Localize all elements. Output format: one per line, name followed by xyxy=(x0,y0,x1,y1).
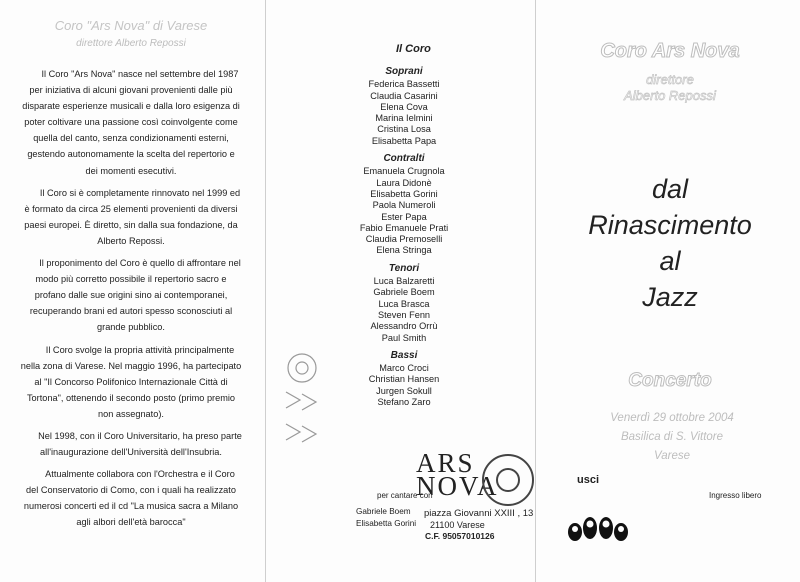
history-paragraph: Nel 1998, con il Coro Universitario, ha preso parte all'inaugurazione dell'Università dell'Insubria. xyxy=(38,430,242,458)
director-line: direttore Alberto Repossi xyxy=(76,38,186,49)
stamp-tax-code: C.F. 95057010126 xyxy=(425,531,495,541)
member-name: Stefano Zaro xyxy=(377,397,431,408)
history-paragraph: Il proponimento del Coro è quello di affrontare nel modo più corretto possibile il repertorio sacro e profano dalle sue origini sino ai contemporanei, recuperando brani ed autori spesso sconosciuti al grande pubblico. xyxy=(29,258,241,333)
member-name: Gabriele Boem xyxy=(373,287,435,298)
history-paragraph: Il Coro svolge la propria attività principalmente nella zona di Varese. Nel maggio 1996, ha partecipato al "Il Concorso Polifonico Internazionale Città di Tortona", ottenendo il secondo posto (primo premio non assegnato). xyxy=(20,344,242,419)
contact-label: per cantare con xyxy=(377,491,433,500)
member-name: Paul Smith xyxy=(381,332,427,343)
member-name: Elisabetta Papa xyxy=(371,135,437,146)
seal-icon xyxy=(482,454,534,506)
usci-logo: usci xyxy=(577,474,600,486)
logo-line: ARS xyxy=(416,448,475,478)
history-paragraph: Il Coro si è completamente rinnovato nel 1999 ed è formato da circa 25 elementi provenienti da diversi paesi europei. È diretto, sin dalla sua fondazione, da Alberto Repossi. xyxy=(24,187,241,246)
member-name: Emanuela Crugnola xyxy=(363,166,445,177)
member-name: Fabio Emanuele Prati xyxy=(359,222,449,233)
title-line: Jazz xyxy=(642,282,698,312)
title-line: dal xyxy=(651,174,689,204)
voice-group xyxy=(334,153,474,257)
stamp-city: 21100 Varese xyxy=(430,520,485,530)
choir-name-heading: Coro "Ars Nova" di Varese xyxy=(54,18,208,33)
member-name: Alessandro Orrù xyxy=(370,321,438,332)
contact-name: Elisabetta Gorini xyxy=(356,519,417,528)
member-name: Elena Cova xyxy=(380,101,428,112)
member-name: Paola Numeroli xyxy=(372,200,436,211)
member-name: Federica Bassetti xyxy=(368,79,440,90)
history-paragraph: Attualmente collabora con l'Orchestra e il Coro del Conservatorio di Como, con i quali ha realizzato numerosi concerti ed il cd "La musica sacra a Milano agli albori dell'età barocca" xyxy=(23,469,239,528)
voice-heading: Bassi xyxy=(390,349,418,361)
voice-heading: Soprani xyxy=(385,66,423,77)
title-line: al xyxy=(659,246,681,276)
member-name: Luca Balzaretti xyxy=(373,276,435,287)
director-label: direttore xyxy=(646,72,694,87)
logo-line: NOVA xyxy=(416,471,499,501)
member-name: Luca Brasca xyxy=(378,298,430,309)
contact-name: Gabriele Boem xyxy=(356,507,411,516)
voice-group xyxy=(334,263,474,344)
member-name: Marina Ielmini xyxy=(375,113,433,124)
members-title: Il Coro xyxy=(396,43,431,55)
member-name: Steven Fenn xyxy=(377,309,431,320)
member-name: Elisabetta Gorini xyxy=(370,188,438,199)
voice-groups xyxy=(334,66,474,414)
voice-heading: Contralti xyxy=(383,153,425,165)
member-name: Marco Croci xyxy=(379,363,429,374)
ars-nova-stamp xyxy=(396,448,542,541)
voice-group xyxy=(334,66,474,147)
stamp-address: piazza Giovanni XXIII , 13 xyxy=(424,508,534,519)
title-line: Rinascimento xyxy=(588,210,752,240)
history-text xyxy=(20,66,242,537)
history-paragraph: Il Coro "Ars Nova" nasce nel settembre del 1987 per iniziativa di alcuni giovani provenienti dalle più disparate esperienze musicali e dalla loro esigenza di poter coltivare una passione così coinvolgente come quella del canto, senza condizionamenti esterni, gestendo autonomamente la scelta del repertorio e dei momenti esecutivi. xyxy=(22,69,240,176)
member-name: Laura Didonè xyxy=(376,177,432,188)
singers-logo-icon xyxy=(566,512,630,542)
member-name: Jurgen Sokull xyxy=(376,385,432,396)
entry-note: Ingresso libero xyxy=(709,491,762,500)
fold-line xyxy=(265,0,266,582)
event-details xyxy=(552,409,792,466)
faded-stamp-graphic xyxy=(272,348,330,468)
cover-director xyxy=(540,72,800,104)
member-name: Christian Hansen xyxy=(368,374,440,385)
voice-heading: Tenori xyxy=(388,262,420,274)
director-name: Alberto Repossi xyxy=(624,88,716,103)
member-name: Claudia Casarini xyxy=(370,90,438,101)
event-venue: Basilica di S. Vittore xyxy=(620,431,724,443)
voice-group xyxy=(334,350,474,408)
event-date: Venerdì 29 ottobre 2004 xyxy=(610,412,734,424)
member-name: Ester Papa xyxy=(381,211,427,222)
cover-choir-name: Coro Ars Nova xyxy=(600,40,740,62)
member-name: Cristina Losa xyxy=(377,124,431,135)
member-name: Elena Stringa xyxy=(376,245,432,256)
event-city: Varese xyxy=(653,450,690,462)
member-name: Claudia Premoselli xyxy=(365,234,443,245)
concert-title xyxy=(555,171,785,315)
concerto-label: Concerto xyxy=(628,370,712,391)
